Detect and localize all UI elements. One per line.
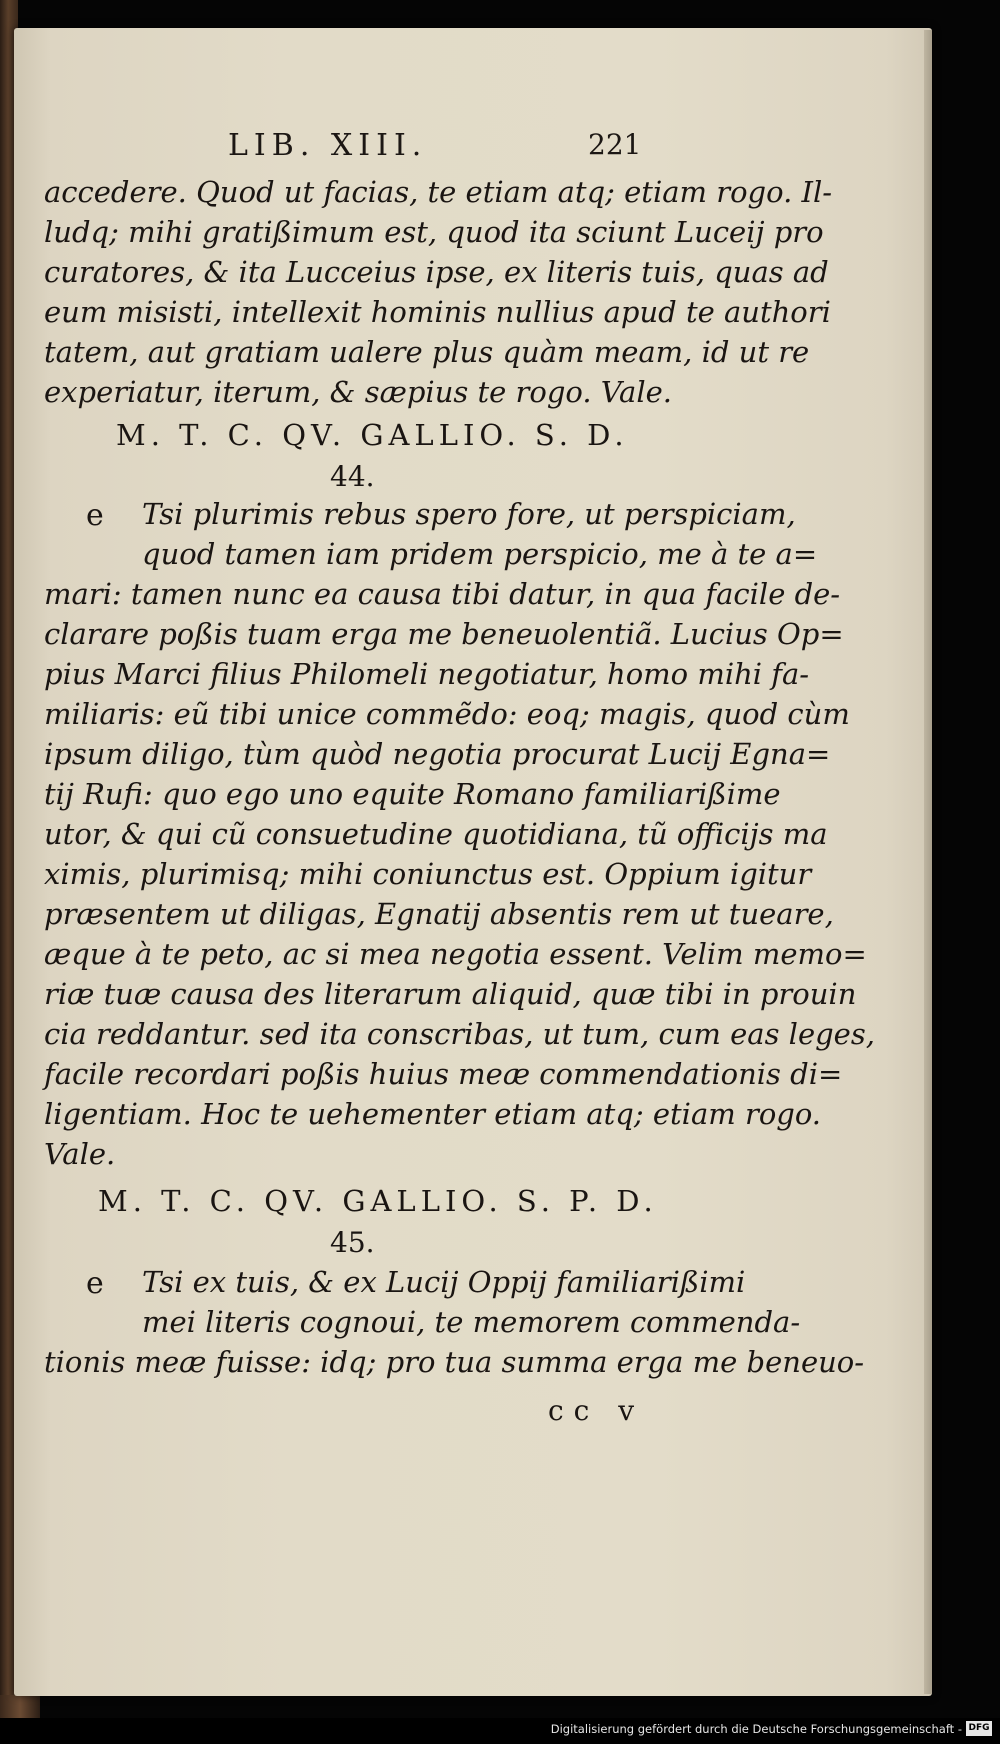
text-line: pius Marci filius Philomeli negotiatur, homo mihi fa- xyxy=(44,657,810,691)
text-line: eum misisti, intellexit hominis nullius apud te authori xyxy=(44,295,831,329)
text-line: ipsum diligo, tùm quòd negotia procurat Lucij Egna= xyxy=(44,737,831,771)
letter-number: 44. xyxy=(330,460,375,493)
text-line: curatores, & ita Lucceius ipse, ex literis tuis, quas ad xyxy=(44,255,829,289)
text-line: tatem, aut gratiam ualere plus quàm meam, id ut re xyxy=(44,335,810,369)
page-edge-shadow xyxy=(924,30,932,1694)
text-line: riæ tuæ causa des literarum aliquid, quæ tibi in prouin xyxy=(44,977,857,1011)
text-line: facile recordari poßis huius meæ commendationis di= xyxy=(44,1057,843,1091)
running-title: LIB. XIII. xyxy=(228,128,428,163)
letter-heading: M. T. C. QV. GALLIO. S. P. D. xyxy=(98,1184,658,1218)
text-line: cia reddantur. sed ita conscribas, ut tum, cum eas leges, xyxy=(44,1017,875,1051)
letter-number: 45. xyxy=(330,1226,375,1259)
text-line: experiatur, iterum, & sæpius te rogo. Vale. xyxy=(44,375,673,409)
text-line: Tsi plurimis rebus spero fore, ut perspiciam, xyxy=(142,497,796,531)
text-line: accedere. Quod ut facias, te etiam atq; etiam rogo. Il- xyxy=(44,175,833,209)
text-line: miliaris: eũ tibi unice commẽdo: eoq; magis, quod cùm xyxy=(44,697,850,731)
funding-credit: Digitalisierung gefördert durch die Deutsche Forschungsgemeinschaft - xyxy=(550,1722,962,1736)
text-line: ludq; mihi gratißimum est, quod ita sciunt Luceij pro xyxy=(44,215,824,249)
dfg-logo-icon: DFG xyxy=(966,1721,992,1736)
digitization-footer xyxy=(0,1718,1000,1744)
page-number: 221 xyxy=(588,128,642,161)
text-line: tionis meæ fuisse: idq; pro tua summa erga me beneuo- xyxy=(44,1345,865,1379)
text-line: æque à te peto, ac si mea negotia essent. Velim memo= xyxy=(44,937,867,971)
text-line: mei literis cognoui, te memorem commenda- xyxy=(142,1305,801,1339)
text-line: ximis, plurimisq; mihi coniunctus est. Oppium igitur xyxy=(44,857,812,891)
text-line: quod tamen iam pridem perspicio, me à te a= xyxy=(142,537,818,571)
text-line: clarare poßis tuam erga me beneuolentiã. Lucius Op= xyxy=(44,617,844,651)
text-line: ligentiam. Hoc te uehementer etiam atq; etiam rogo. xyxy=(44,1097,822,1131)
letter-heading: M. T. C. QV. GALLIO. S. D. xyxy=(116,418,629,452)
text-line: tij Rufi: quo ego uno equite Romano familiarißime xyxy=(44,777,781,811)
text-line: utor, & qui cũ consuetudine quotidiana, tũ officijs ma xyxy=(44,817,828,851)
catchword-signature: cc v xyxy=(548,1394,645,1427)
text-line: Tsi ex tuis, & ex Lucij Oppij familiarißimi xyxy=(142,1265,746,1299)
initial-letter: e xyxy=(86,1266,104,1301)
text-line: mari: tamen nunc ea causa tibi datur, in qua facile de- xyxy=(44,577,841,611)
text-line: Vale. xyxy=(44,1137,116,1171)
text-line: præsentem ut diligas, Egnatij absentis rem ut tueare, xyxy=(44,897,834,931)
running-head xyxy=(0,128,1000,172)
initial-letter: e xyxy=(86,498,104,533)
